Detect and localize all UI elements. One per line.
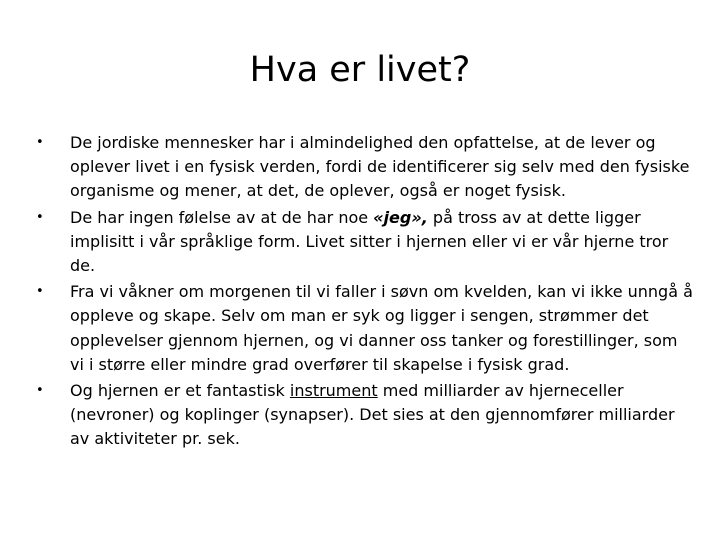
bullet-item-3: [36, 280, 696, 377]
bullet-text-4-underlined: instrument: [289, 381, 378, 401]
bullet-text-2-before: De har ingen følelse av at de har noe: [70, 207, 374, 227]
bullet-item-1: [36, 131, 696, 204]
bullet-text-4-before: Og hjernen er et fantastisk: [70, 381, 290, 401]
bullet-dot-icon: •: [36, 135, 44, 150]
bullet-dot-icon: •: [36, 209, 44, 225]
slide-title: Hva er livet?: [249, 50, 471, 90]
bullet-dot-icon: •: [36, 284, 44, 300]
bullet-item-2: [36, 206, 696, 279]
bullet-text-2-emphasis: «jeg»,: [373, 207, 428, 227]
bullet-dot-icon: •: [36, 383, 44, 399]
bullet-item-4: [36, 379, 696, 452]
bullet-text-4-after: med milliarder av hjerneceller (nevroner) og koplinger (synapser). Det sies at den gjennomfører milliarder av aktiviteter pr. sek.: [70, 381, 675, 449]
bullet-text-3: Fra vi våkner om morgenen til vi faller i søvn om kvelden, kan vi ikke unngå å oppleve og skape. Selv om man er syk og ligger i sengen, strømmer det opplevelser gjennom hjernen, og vi danner oss tanker og forestillinger, som vi i større eller mindre grad overfører til skapelse i fysisk grad.: [70, 282, 693, 374]
bullet-text-1: De jordiske mennesker har i almindelighed den opfattelse, at de lever og oplever livet i en fysisk verden, fordi de identificerer sig selv med den fysiske organisme og mener, at det, de oplever, også er noget fysisk.: [70, 133, 690, 201]
bullet-text-2-after: på tross av at dette ligger implisitt i vår språklige form. Livet sitter i hjernen eller vi er vår hjerne tror de.: [70, 207, 669, 276]
bullet-list: [36, 131, 696, 454]
